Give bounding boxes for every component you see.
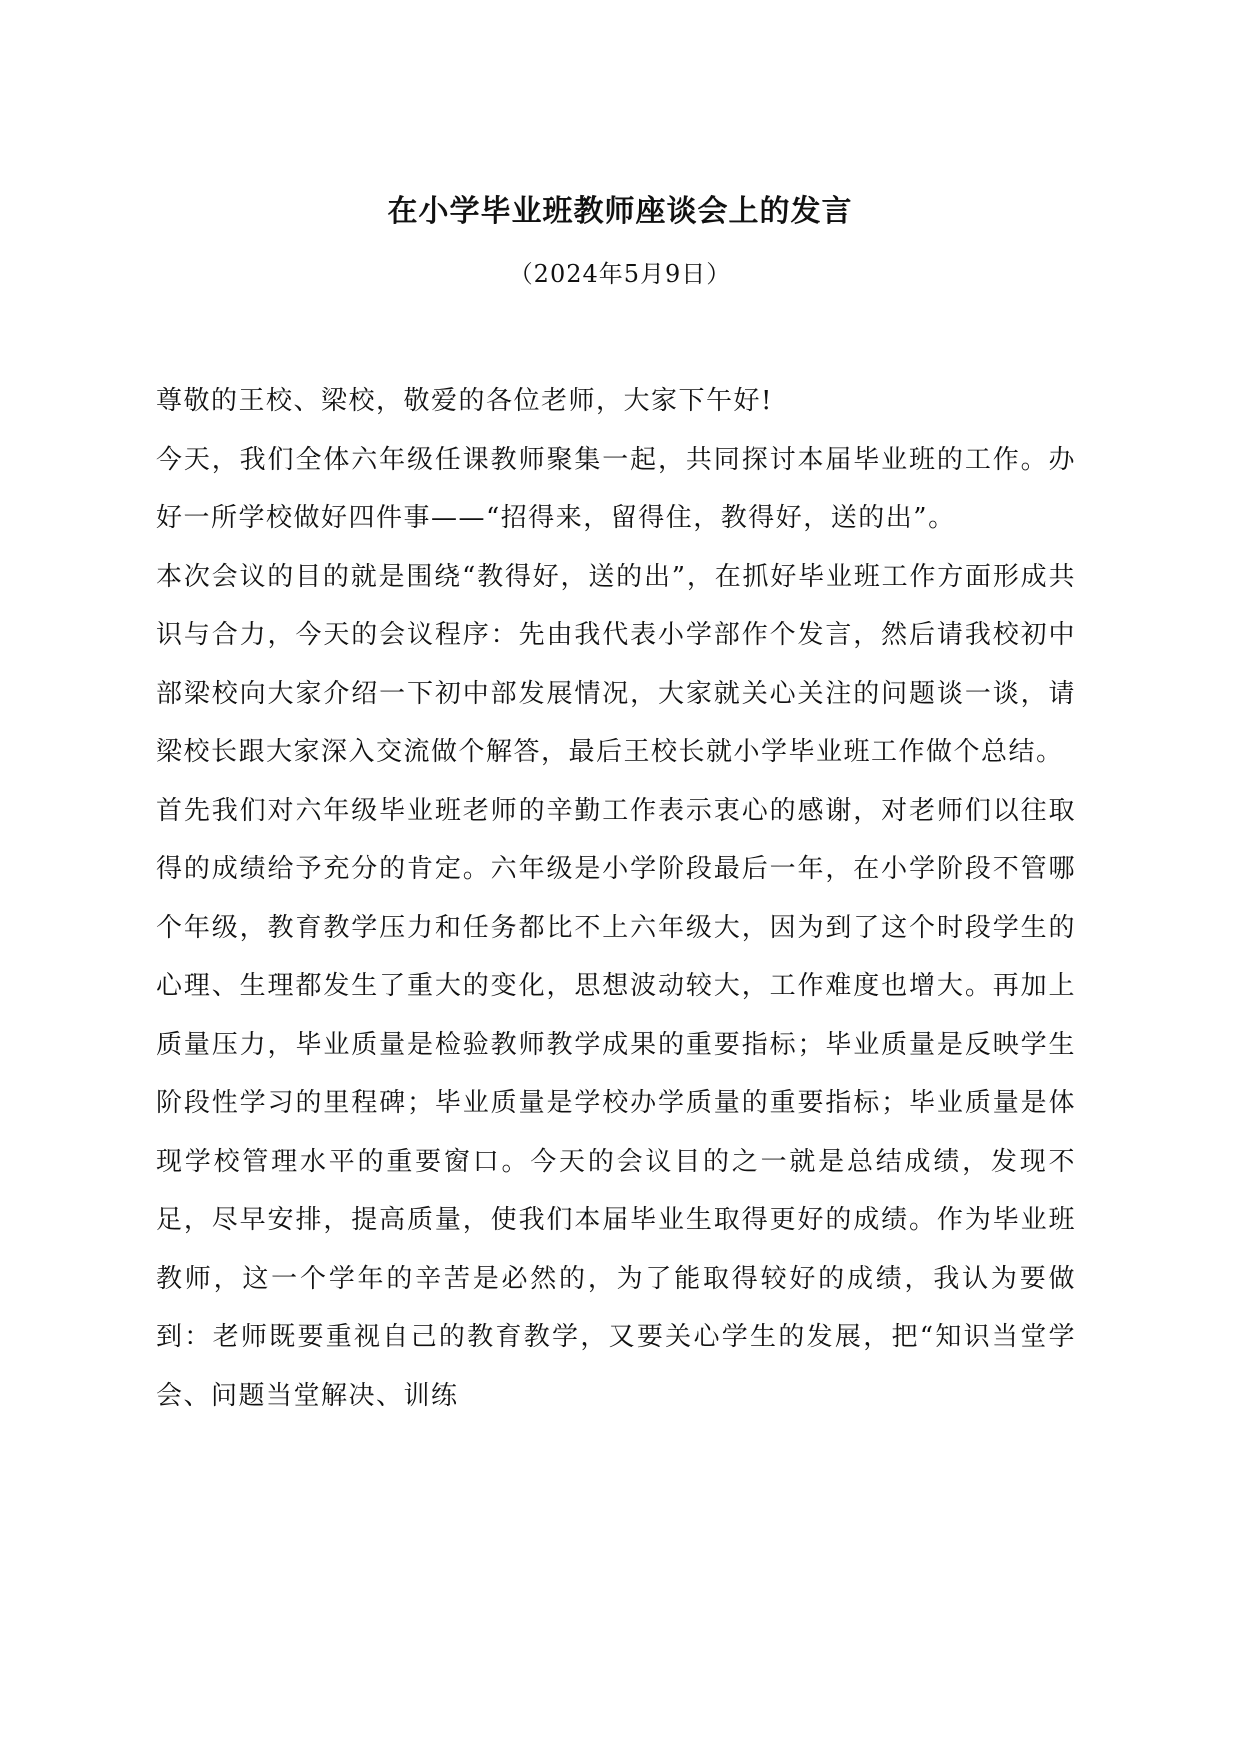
document-body	[156, 372, 1076, 1425]
paragraph-greeting: 尊敬的王校、梁校，敬爱的各位老师，大家下午好!	[156, 386, 773, 416]
document-date: （2024年5月9日）	[508, 260, 732, 288]
paragraph-purpose: 本次会议的目的就是围绕“教得好，送的出”，在抓好毕业班工作方面形成共识与合力，今天的会议程序：先由我代表小学部作个发言，然后请我校初中部梁校向大家介绍一下初中部发展情况，大家就关心关注的问题谈一谈，请梁校长跟大家深入交流做个解答，最后王校长就小学毕业班工作做个总结。	[156, 561, 1076, 767]
paragraph-thanks: 首先我们对六年级毕业班老师的辛勤工作表示衷心的感谢，对老师们以往取得的成绩给予充分的肯定。六年级是小学阶段最后一年，在小学阶段不管哪个年级，教育教学压力和任务都比不上六年级大，因为到了这个时段学生的心理、生理都发生了重大的变化，思想波动较大，工作难度也增大。再加上质量压力，毕业质量是检验教师教学成果的重要指标；毕业质量是反映学生阶段性学习的里程碑；毕业质量是学校办学质量的重要指标；毕业质量是体现学校管理水平的重要窗口。今天的会议目的之一就是总结成绩，发现不足，尽早安排，提高质量，使我们本届毕业生取得更好的成绩。作为毕业班教师，这一个学年的辛苦是必然的，为了能取得较好的成绩，我认为要做到：老师既要重视自己的教育教学，又要关心学生的发展，把“知识当堂学会、问题当堂解决、训练	[156, 795, 1076, 1411]
paragraph-intro: 今天，我们全体六年级任课教师聚集一起，共同探讨本届毕业班的工作。办好一所学校做好四件事——“招得来，留得住，教得好，送的出”。	[156, 444, 1076, 533]
document-title: 在小学毕业班教师座谈会上的发言	[387, 194, 853, 229]
